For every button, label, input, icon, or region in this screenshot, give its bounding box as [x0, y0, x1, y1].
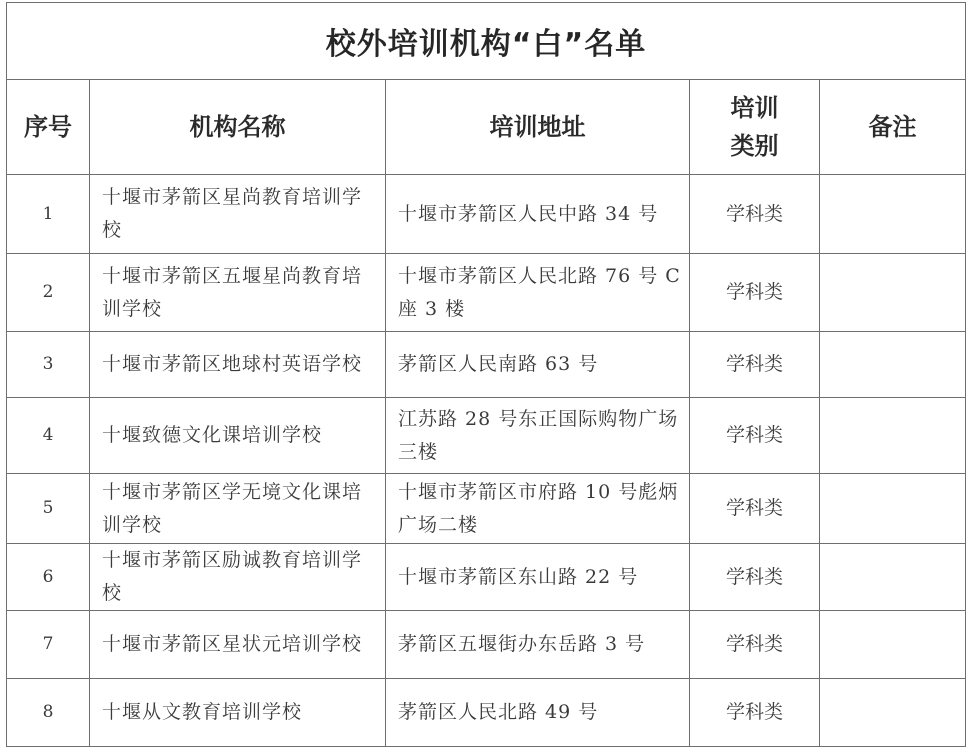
institution-name: 十堰从文教育培训学校	[90, 679, 386, 747]
header-category	[690, 80, 820, 175]
table-row	[7, 679, 966, 747]
training-category: 学科类	[690, 332, 820, 398]
institution-name: 十堰市茅箭区星尚教育培训学校	[90, 175, 386, 254]
training-category: 学科类	[690, 679, 820, 747]
training-address: 十堰市茅箭区人民北路 76 号 C 座 3 楼	[386, 254, 690, 332]
table-title: 校外培训机构“白”名单	[7, 3, 966, 80]
training-category: 学科类	[690, 544, 820, 611]
training-address: 江苏路 28 号东正国际购物广场三楼	[386, 398, 690, 474]
header-address: 培训地址	[386, 80, 690, 175]
training-category: 学科类	[690, 175, 820, 254]
institution-name: 十堰市茅箭区励诚教育培训学校	[90, 544, 386, 611]
notes-cell	[820, 474, 966, 544]
notes-cell	[820, 398, 966, 474]
row-index: 4	[7, 398, 90, 474]
training-category: 学科类	[690, 254, 820, 332]
institution-name: 十堰市茅箭区学无境文化课培训学校	[90, 474, 386, 544]
training-address: 十堰市茅箭区人民中路 34 号	[386, 175, 690, 254]
training-address: 茅箭区人民南路 63 号	[386, 332, 690, 398]
notes-cell	[820, 254, 966, 332]
training-address: 十堰市茅箭区东山路 22 号	[386, 544, 690, 611]
training-category: 学科类	[690, 611, 820, 679]
notes-cell	[820, 175, 966, 254]
title-row	[7, 3, 966, 80]
notes-cell	[820, 332, 966, 398]
institution-name: 十堰市茅箭区地球村英语学校	[90, 332, 386, 398]
row-index: 3	[7, 332, 90, 398]
training-address: 茅箭区五堰街办东岳路 3 号	[386, 611, 690, 679]
table-row	[7, 175, 966, 254]
header-row	[7, 80, 966, 175]
notes-cell	[820, 611, 966, 679]
table-row	[7, 332, 966, 398]
row-index: 7	[7, 611, 90, 679]
row-index: 1	[7, 175, 90, 254]
whitelist-table	[6, 2, 966, 747]
training-address: 茅箭区人民北路 49 号	[386, 679, 690, 747]
header-index: 序号	[7, 80, 90, 175]
row-index: 5	[7, 474, 90, 544]
header-notes: 备注	[820, 80, 966, 175]
header-name: 机构名称	[90, 80, 386, 175]
institution-name: 十堰致德文化课培训学校	[90, 398, 386, 474]
notes-cell	[820, 679, 966, 747]
institution-name: 十堰市茅箭区星状元培训学校	[90, 611, 386, 679]
institution-name: 十堰市茅箭区五堰星尚教育培训学校	[90, 254, 386, 332]
table-row	[7, 474, 966, 544]
header-category-label: 培训类别	[730, 94, 779, 160]
training-address: 十堰市茅箭区市府路 10 号彪炳广场二楼	[386, 474, 690, 544]
table-row	[7, 611, 966, 679]
notes-cell	[820, 544, 966, 611]
table-row	[7, 544, 966, 611]
table-row	[7, 398, 966, 474]
row-index: 6	[7, 544, 90, 611]
table-row	[7, 254, 966, 332]
training-category: 学科类	[690, 398, 820, 474]
training-category: 学科类	[690, 474, 820, 544]
row-index: 8	[7, 679, 90, 747]
row-index: 2	[7, 254, 90, 332]
